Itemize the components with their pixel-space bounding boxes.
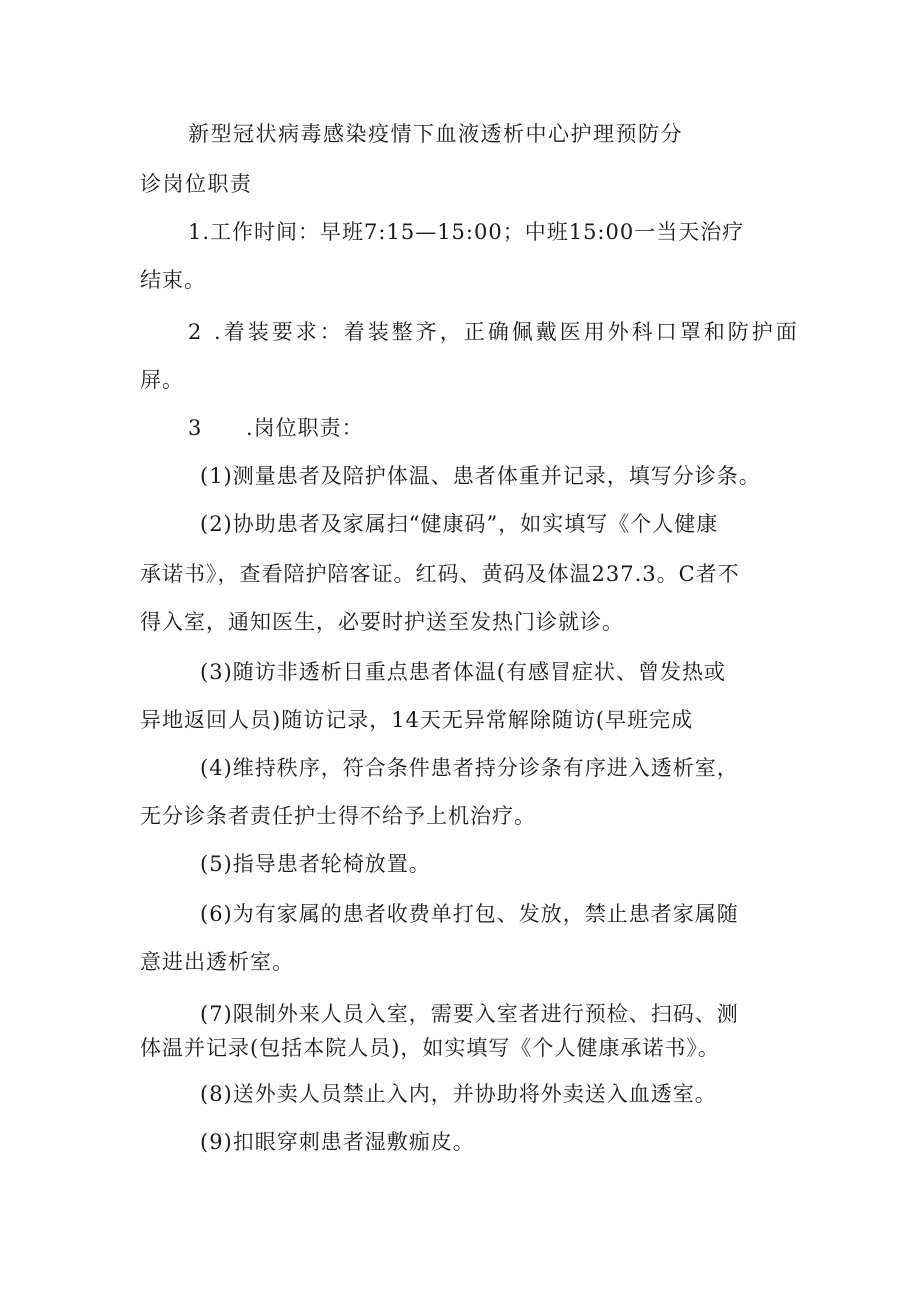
duty-2-line-2: 承诺书》，查看陪护陪客证。红码、黄码及体温237.3。C者不 — [140, 562, 740, 586]
item-2-line-2: 屏。 — [140, 368, 184, 392]
duty-5-line-1: (5)指导患者轮椅放置。 — [200, 852, 431, 876]
duty-9-line-1: (9)扣眼穿刺患者湿敷痂皮。 — [200, 1130, 475, 1154]
duty-6-line-1: (6)为有家属的患者收费单打包、发放，禁止患者家属随 — [200, 902, 739, 926]
document-title-line-2: 诊岗位职责 — [140, 172, 253, 196]
duty-3-line-2: 异地返回人员)随访记录，14天无异常解除随访(早班完成 — [140, 708, 694, 732]
duty-4-line-2: 无分诊条者责任护士得不给予上机治疗。 — [140, 804, 536, 828]
item-3-label: .岗位职责： — [246, 416, 364, 440]
duty-4-line-1: (4)维持秩序，符合条件患者持分诊条有序进入透析室， — [200, 756, 739, 780]
document-title-line-1: 新型冠状病毒感染疫情下血液透析中心护理预防分 — [188, 122, 683, 146]
duty-7-line-1: (7)限制外来人员入室，需要入室者进行预检、扫码、测 — [200, 1002, 739, 1026]
item-1-line-1: 1.工作时间：早班7:15—15:00；中班15:00一当天治疗 — [188, 220, 745, 244]
duty-3-line-1: (3)随访非透析日重点患者体温(有感冒症状、曾发热或 — [200, 660, 726, 684]
duty-8-line-1: (8)送外卖人员禁止入内，并协助将外卖送入血透室。 — [200, 1082, 717, 1106]
duty-7-line-2: 体温并记录(包括本院人员)，如实填写《个人健康承诺书》。 — [140, 1036, 720, 1060]
duty-2-line-3: 得入室，通知医生，必要时护送至发热门诊就诊。 — [140, 610, 624, 634]
item-3-number: 3 — [188, 416, 203, 440]
duty-1-line-1: (1)测量患者及陪护体温、患者体重并记录，填写分诊条。 — [200, 464, 761, 488]
duty-6-line-2: 意进出透析室。 — [140, 950, 294, 974]
item-1-line-2: 结束。 — [140, 268, 206, 292]
duty-2-line-1: (2)协助患者及家属扫“健康码”，如实填写《个人健康 — [200, 512, 719, 536]
item-2-line-1: 2 .着装要求：着装整齐，正确佩戴医用外科口罩和防护面 — [188, 320, 800, 344]
